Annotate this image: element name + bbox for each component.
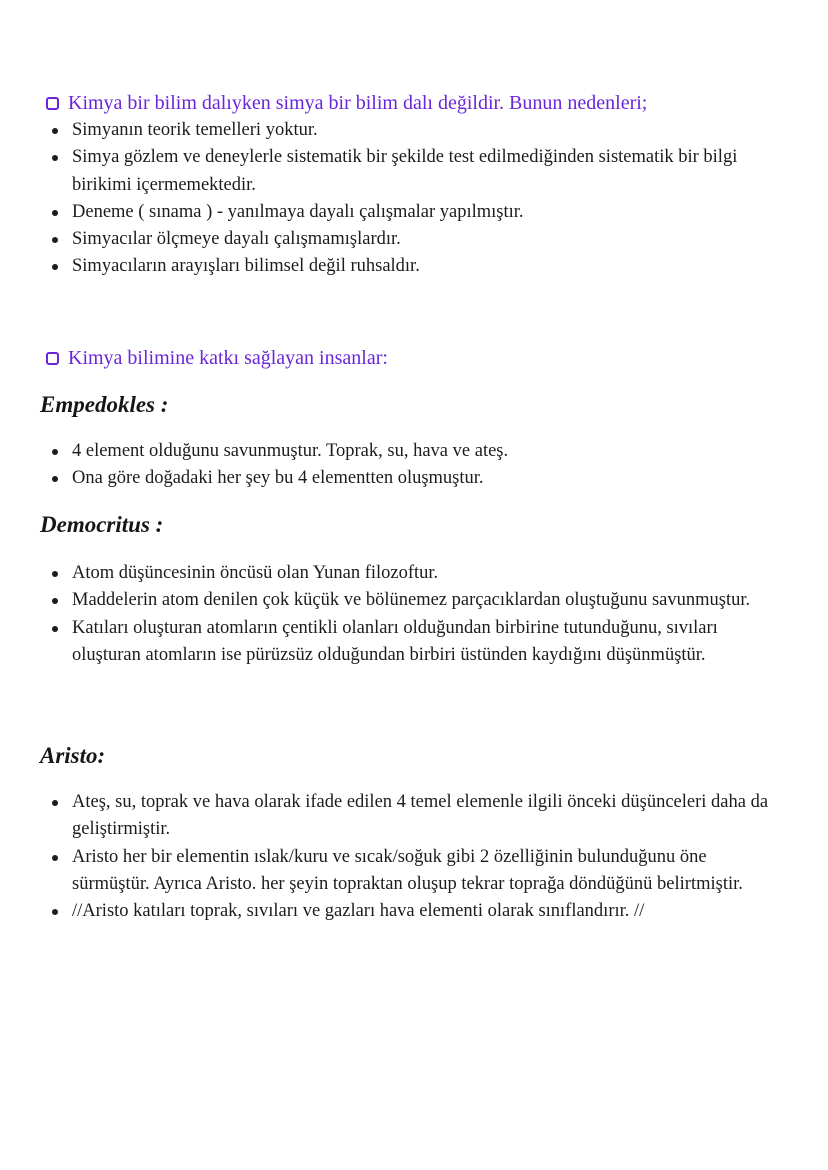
checkbox-icon[interactable] — [46, 97, 59, 110]
heading-empedokles: Empedokles : — [40, 392, 169, 417]
bullet-icon — [52, 476, 58, 482]
list-item: Simyacılar ölçmeye dayalı çalışmamışlardır. — [46, 226, 786, 253]
bullet-icon — [52, 449, 58, 455]
bullet-icon — [52, 909, 58, 915]
bullet-icon — [52, 155, 58, 161]
section-heading-text: Kimya bilimine katkı sağlayan insanlar: — [68, 347, 388, 369]
list-item: Deneme ( sınama ) - yanılmaya dayalı çalışmalar yapılmıştır. — [46, 199, 786, 226]
section-heading-contributors — [46, 345, 388, 371]
list-item: Simya gözlem ve deneylerle sistematik bir şekilde test edilmediğinden sistematik bir bilgi birikimi içermemektedir. — [46, 144, 786, 199]
bullet-icon — [52, 626, 58, 632]
checkbox-icon[interactable] — [46, 352, 59, 365]
empedokles-list — [46, 438, 786, 493]
bullet-icon — [52, 264, 58, 270]
heading-democritus: Democritus : — [40, 512, 164, 537]
list-item: 4 element olduğunu savunmuştur. Toprak, su, hava ve ateş. — [46, 438, 786, 465]
list-item: Maddelerin atom denilen çok küçük ve bölünemez parçacıklardan oluştuğunu savunmuştur. — [46, 587, 786, 614]
bullet-icon — [52, 128, 58, 134]
democritus-list — [46, 560, 786, 669]
section-heading-text: Kimya bir bilim dalıyken simya bir bilim dalı değildir. Bunun nedenleri; — [68, 92, 648, 114]
bullet-icon — [52, 800, 58, 806]
list-item: //Aristo katıları toprak, sıvıları ve gazları hava elementi olarak sınıflandırır. // — [46, 898, 786, 925]
simya-reasons-list — [46, 117, 786, 281]
aristo-list — [46, 789, 786, 925]
section-heading-simya — [46, 90, 647, 116]
bullet-icon — [52, 855, 58, 861]
bullet-icon — [52, 237, 58, 243]
list-item: Ateş, su, toprak ve hava olarak ifade edilen 4 temel elemenle ilgili önceki düşünceleri daha da geliştirmiştir. — [46, 789, 786, 844]
list-item: Ona göre doğadaki her şey bu 4 elementten oluşmuştur. — [46, 465, 786, 492]
bullet-icon — [52, 210, 58, 216]
bullet-icon — [52, 598, 58, 604]
bullet-icon — [52, 571, 58, 577]
list-item: Atom düşüncesinin öncüsü olan Yunan filozoftur. — [46, 560, 786, 587]
list-item: Simyanın teorik temelleri yoktur. — [46, 117, 786, 144]
heading-aristo: Aristo: — [40, 743, 106, 768]
list-item: Katıları oluşturan atomların çentikli olanları olduğundan birbirine tutunduğunu, sıvıları oluşturan atomların ise pürüzsüz olduğundan birbiri üstünden kaydığını düşünmüştür. — [46, 615, 786, 670]
list-item: Aristo her bir elementin ıslak/kuru ve sıcak/soğuk gibi 2 özelliğinin bulunduğunu öne sürmüştür. Ayrıca Aristo. her şeyin topraktan oluşup tekrar toprağa döndüğünü belirtmiştir. — [46, 844, 786, 899]
list-item: Simyacıların arayışları bilimsel değil ruhsaldır. — [46, 253, 786, 280]
